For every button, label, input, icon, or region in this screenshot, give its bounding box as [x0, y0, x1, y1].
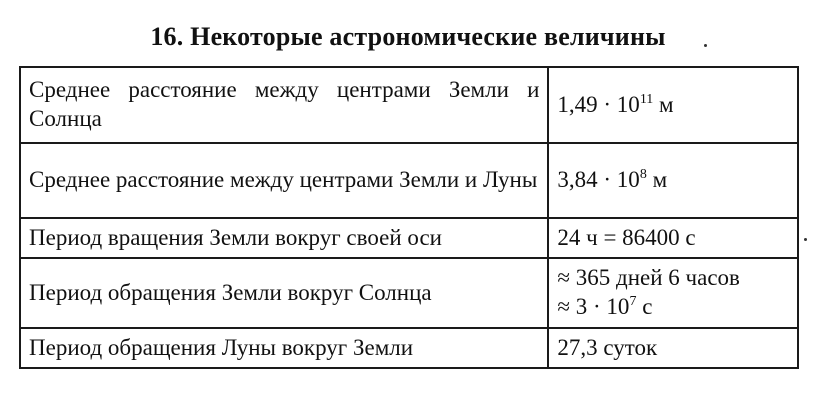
- table-row: [20, 258, 798, 328]
- value-unit: м: [653, 91, 674, 117]
- value-exponent: 8: [639, 167, 647, 183]
- value-exponent: 11: [639, 91, 654, 107]
- quantity-name-cell: Период обращения Земли вокруг Солнца: [20, 258, 548, 328]
- quantity-value-cell: [548, 258, 798, 328]
- value-exponent: 7: [629, 294, 637, 309]
- value-unit: с: [636, 294, 653, 319]
- value-mantissa: 1,49 · 10: [557, 91, 640, 117]
- scan-speck: [804, 238, 807, 241]
- quantity-value-cell: [548, 143, 798, 218]
- quantity-name-cell: Период обращения Луны вокруг Земли: [20, 328, 548, 368]
- quantity-name-cell: Период вращения Земли вокруг своей оси: [20, 218, 548, 258]
- table-row: [20, 143, 798, 218]
- table-row: [20, 218, 798, 258]
- quantity-name-cell: Среднее расстояние между центрами Земли и Солнца: [20, 67, 548, 143]
- quantity-value-cell: 24 ч = 86400 с: [548, 218, 798, 258]
- quantity-value-cell: 27,3 суток: [548, 328, 798, 368]
- scan-speck: [704, 44, 707, 47]
- table-row: [20, 328, 798, 368]
- value-mantissa: ≈ 3 · 10: [557, 294, 630, 319]
- value-line-days: ≈ 365 дней 6 часов: [557, 265, 740, 291]
- table-row: [20, 67, 798, 143]
- quantity-value-cell: [548, 67, 798, 143]
- quantity-name-cell: Среднее расстояние между центрами Земли и Луны: [20, 143, 548, 218]
- value-unit: м: [646, 167, 668, 193]
- value-line-seconds: [557, 293, 789, 322]
- astronomical-values-table: [19, 66, 799, 369]
- table-title: 16. Некоторые астрономические величины: [150, 22, 666, 51]
- value-mantissa: 3,84 · 10: [557, 167, 640, 193]
